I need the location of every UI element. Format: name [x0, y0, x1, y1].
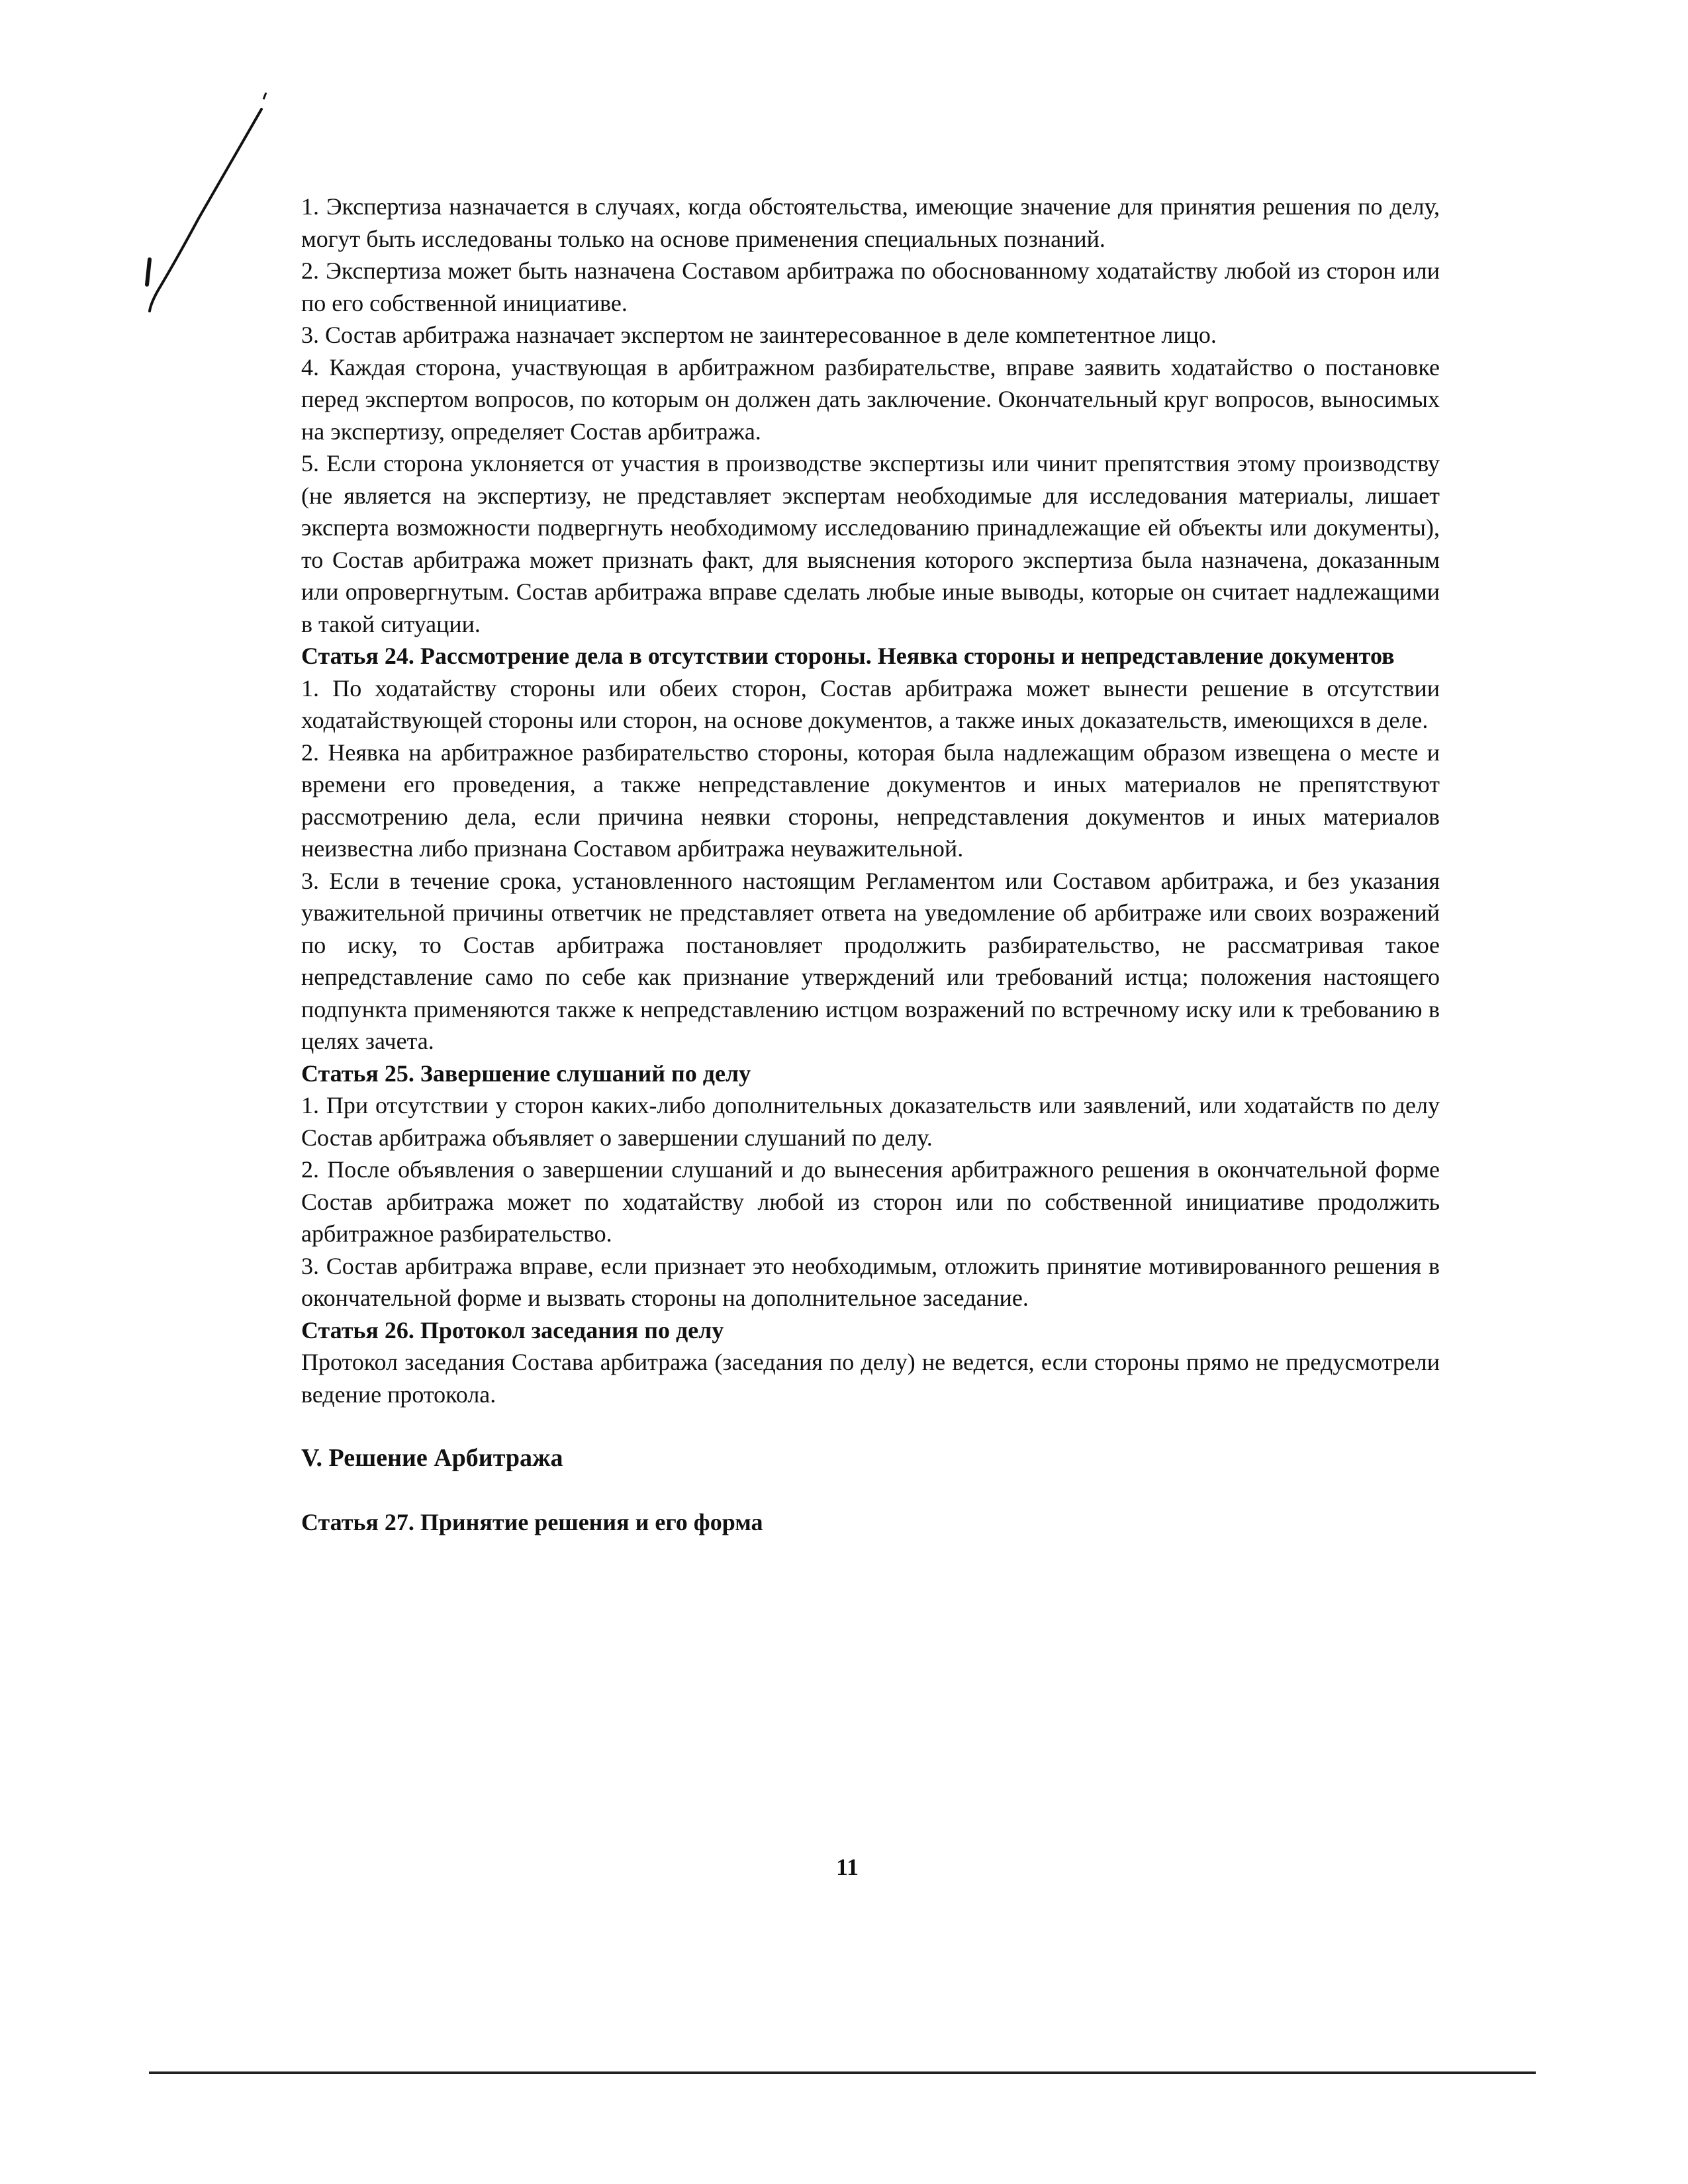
article-heading: Статья 26. Протокол заседания по делу [301, 1316, 724, 1343]
article-heading: Статья 24. Рассмотрение дела в отсутствии стороны. Неявка стороны и непредставление документов [301, 643, 1395, 669]
paragraph: 2. Неявка на арбитражное разбирательство стороны, которая была надлежащим образом извещена о месте и времени его проведения, а также непредставление документов и иных материалов не препятствуют рассмотрению дела, если причина неявки стороны, непредставления документов и иных материалов неизвестна либо признана Составом арбитража неуважительной. [301, 739, 1440, 862]
paragraph: 2. После объявления о завершении слушаний и до вынесения арбитражного решения в окончательной форме Состав арбитража может по ходатайству любой из сторон или по собственной инициативе продолжить арбитражное разбирательство. [301, 1156, 1440, 1247]
paragraph: 5. Если сторона уклоняется от участия в производстве экспертизы или чинит препятствия этому производству (не является на экспертизу, не представляет экспертам необходимые для исследования материалы, лишает эксперта возможности подвергнуть необходимому исследованию принадлежащие ей объекты или документы), то Состав арбитража может признать факт, для выяснения которого экспертиза была назначена, доказанным или опровергнутым. Состав арбитража вправе сделать любые иные выводы, которые он считает надлежащими в такой ситуации. [301, 450, 1440, 637]
section-title: V. Решение Арбитража [301, 1444, 563, 1472]
footer-divider [149, 2071, 1536, 2074]
article-heading: Статья 25. Завершение слушаний по делу [301, 1060, 751, 1087]
paragraph: 4. Каждая сторона, участвующая в арбитражном разбирательстве, вправе заявить ходатайство о постановке перед экспертом вопросов, по которым он должен дать заключение. Окончательный круг вопросов, выносимых на экспертизу, определяет Состав арбитража. [301, 353, 1440, 445]
page-number: 11 [835, 1854, 859, 1880]
paragraph: 1. По ходатайству стороны или обеих сторон, Состав арбитража может вынести решение в отсутствии ходатайствующей стороны или сторон, на основе документов, а также иных доказательств, имеющихся в деле. [301, 674, 1440, 733]
paragraph: 1. При отсутствии у сторон каких-либо дополнительных доказательств или заявлений, или ходатайств по делу Состав арбитража объявляет о завершении слушаний по делу. [301, 1092, 1440, 1151]
article-heading: Статья 27. Принятие решения и его форма [301, 1508, 763, 1535]
paragraph: 1. Экспертиза назначается в случаях, когда обстоятельства, имеющие значение для принятия решения по делу, могут быть исследованы только на основе применения специальных познаний. [301, 193, 1440, 252]
document-body [301, 191, 1440, 1538]
paragraph: 3. Если в течение срока, установленного настоящим Регламентом или Составом арбитража, и без указания уважительной причины ответчик не представляет ответа на уведомление об арбитраже или своих возражений по иску, то Состав арбитража постановляет продолжить разбирательство, не рассматривая такое непредставление само по себе как признание утверждений или требований истца; положения настоящего подпункта применяются также к непредставлению истцом возражений по встречному иску или к требованию в целях зачета. [301, 867, 1440, 1054]
paragraph: 3. Состав арбитража вправе, если признает это необходимым, отложить принятие мотивированного решения в окончательной форме и вызвать стороны на дополнительное заседание. [301, 1252, 1440, 1311]
paragraph: 3. Состав арбитража назначает экспертом не заинтересованное в деле компетентное лицо. [301, 322, 1217, 348]
paragraph: 2. Экспертиза может быть назначена Составом арбитража по обоснованному ходатайству любой из сторон или по его собственной инициативе. [301, 257, 1440, 316]
paragraph: Протокол заседания Состава арбитража (заседания по делу) не ведется, если стороны прямо не предусмотрели ведение протокола. [301, 1349, 1440, 1408]
margin-pen-stroke [0, 0, 331, 331]
